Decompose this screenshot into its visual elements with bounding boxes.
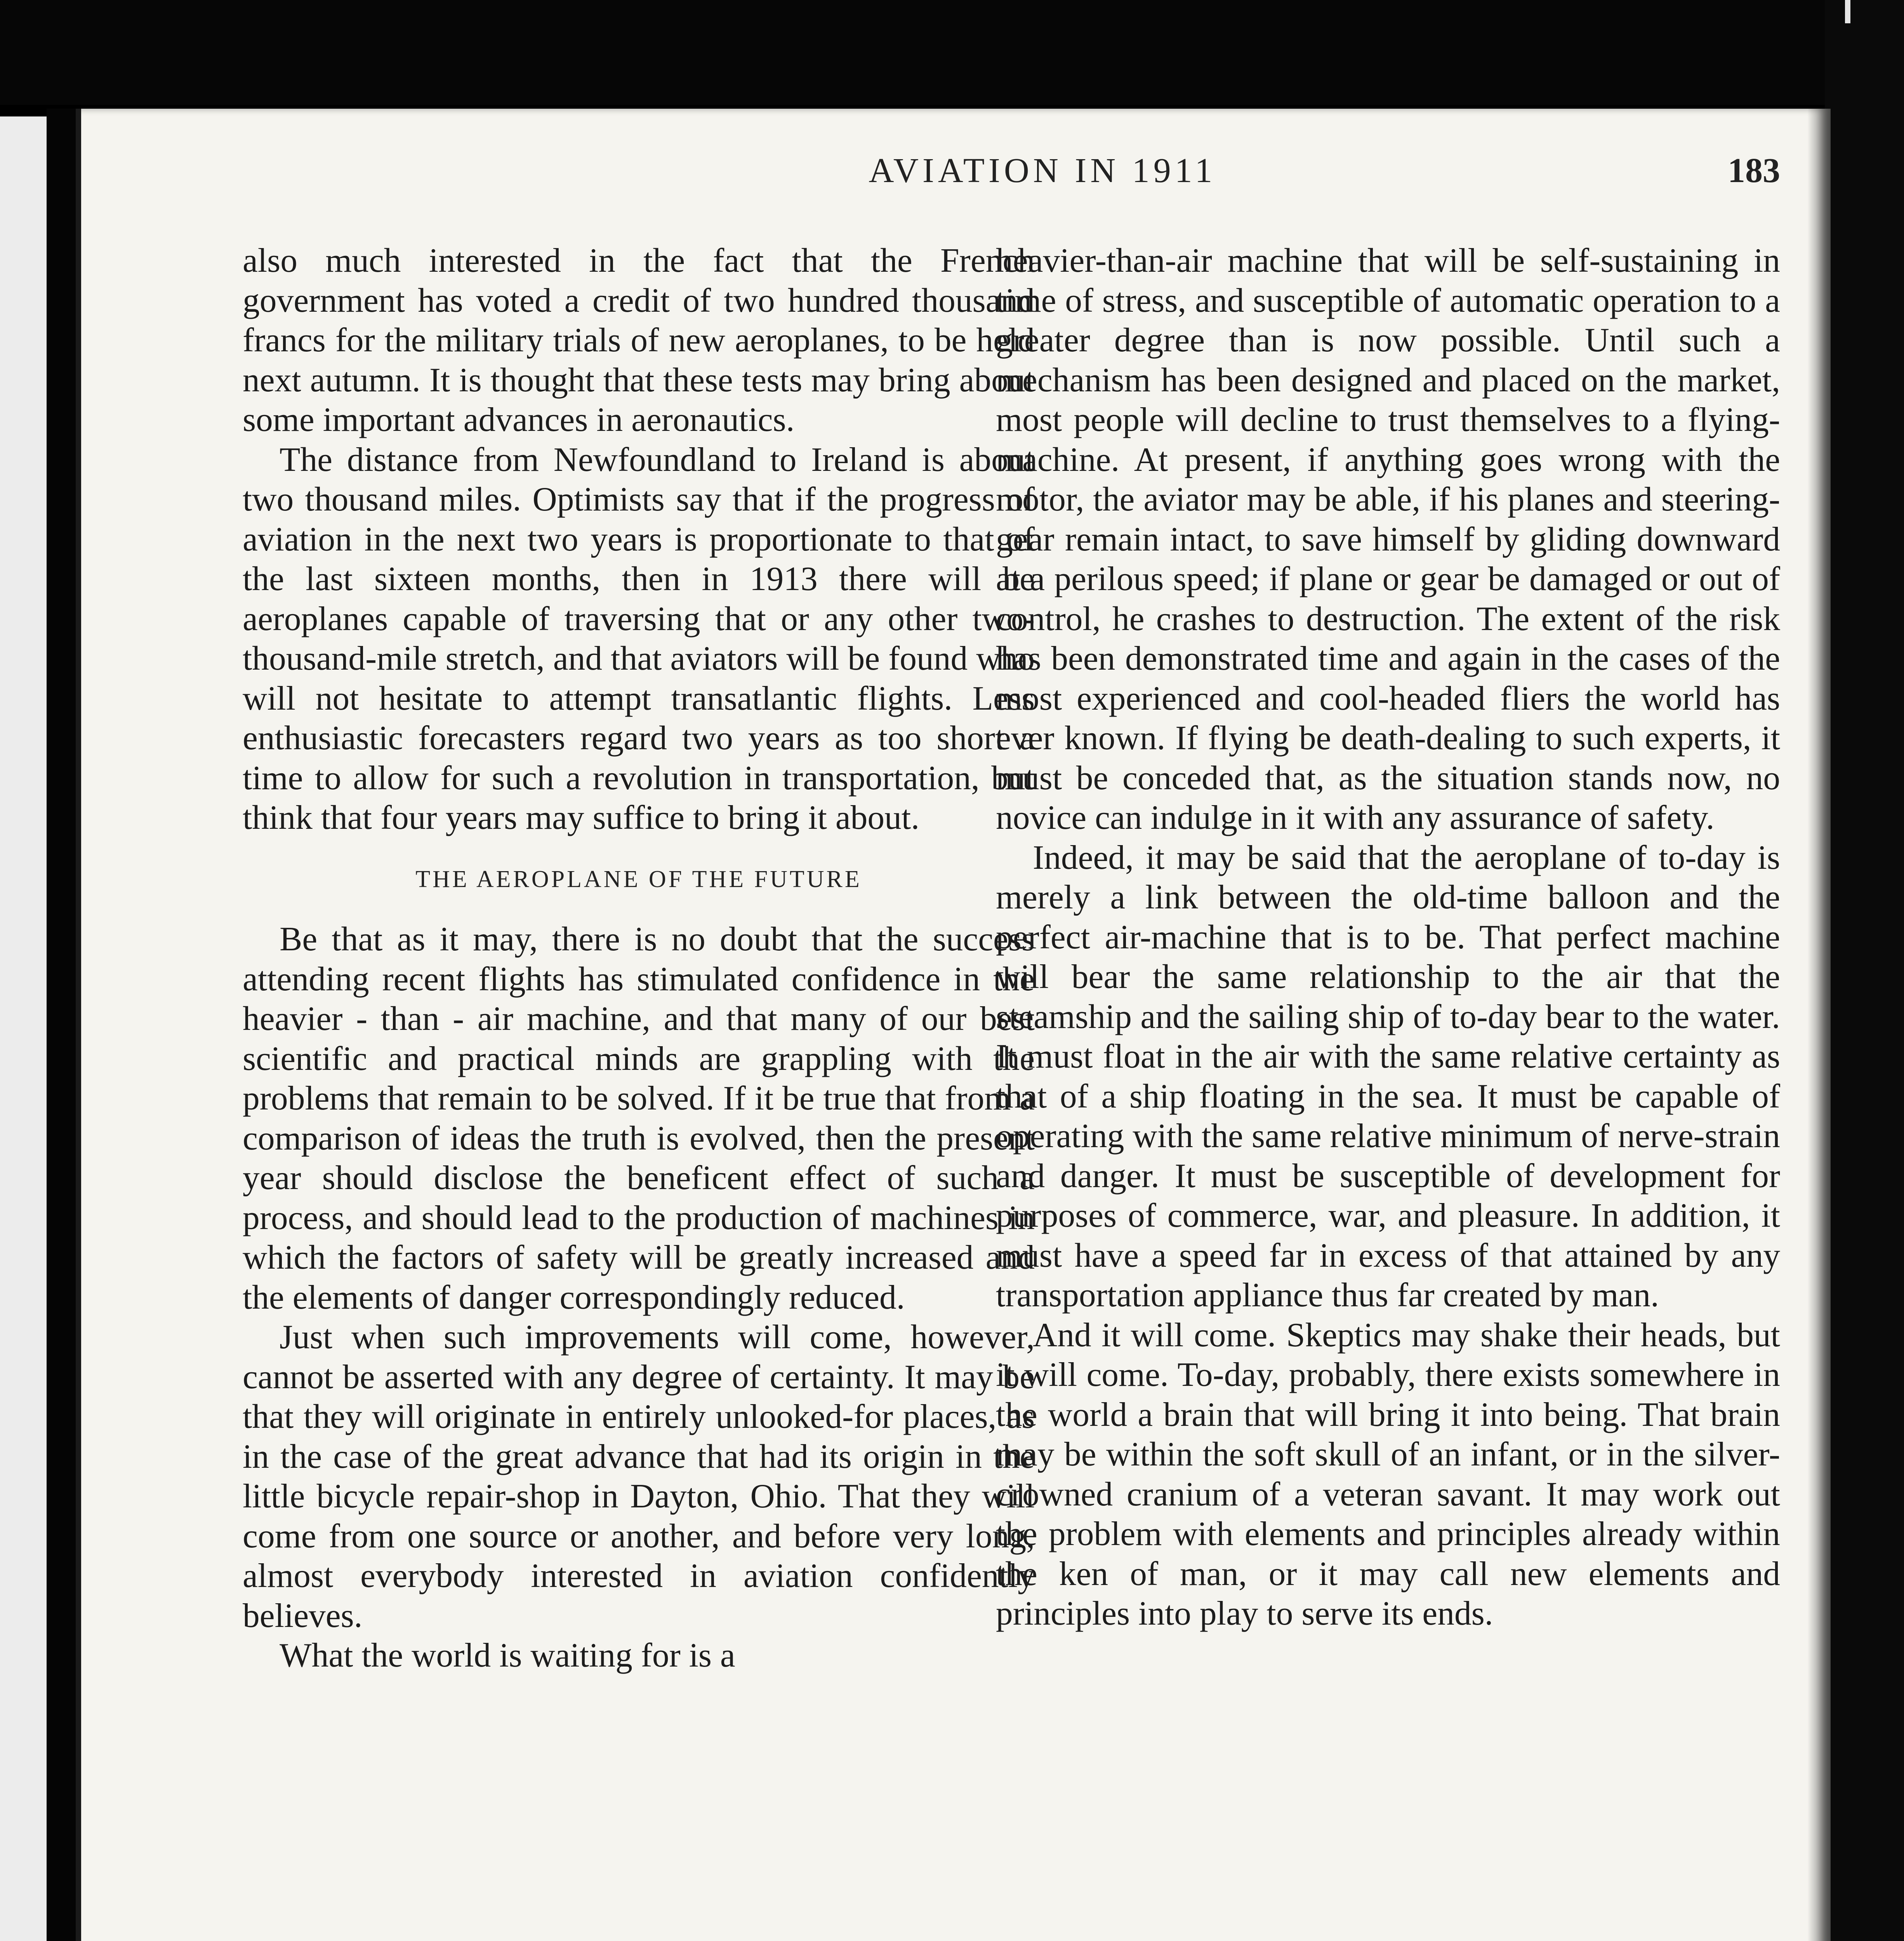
page-number: 183 — [1728, 151, 1780, 190]
paragraph: Just when such improvements will come, however, cannot be asserted with any degree of certainty. It may be that they will originate in entirely unlooked-for places, as in the case of the great advance that had its origin in the little bicycle repair-shop in Dayton, Ohio. That they will come from one source or another, and before very long, almost everybody interested in aviation confidently believes. — [243, 1318, 1035, 1634]
paragraph: Indeed, it may be said that the aeroplane of to-day is merely a link between the old-time balloon and the perfect air-machine that is to be. That perfect machine will bear the same relationship to the air that the steamship and the sailing ship of to-day bear to the water. It must float in the air with the same relative certainty as that of a ship floating in the sea. It must be capable of operating with the same relative minimum of nerve-strain and danger. It must be susceptible of development for purposes of commerce, war, and pleasure. In addition, it must have a speed far in excess of that attained by any transportation appliance thus far created by man. — [996, 838, 1780, 1314]
magazine-page — [76, 109, 1831, 1941]
left-column — [243, 241, 1035, 1675]
running-title: AVIATION IN 1911 — [869, 151, 1216, 190]
scan-border-right — [1825, 0, 1904, 1941]
paragraph: also much interested in the fact that the French government has voted a credit of two hundred thousand francs for the military trials of new aeroplanes, to be held next autumn. It is thought that these tests may bring about some important advances in aeronautics. — [243, 241, 1035, 438]
section-heading: THE AEROPLANE OF THE FUTURE — [415, 866, 862, 892]
paragraph: What the world is waiting for is a — [280, 1636, 735, 1674]
adjacent-page-edge — [0, 116, 47, 1941]
adjacent-page-corner — [1845, 0, 1850, 23]
book-gutter — [47, 109, 76, 1941]
scan-border-top — [0, 0, 1904, 105]
paragraph: The distance from Newfoundland to Ireland is about two thousand miles. Optimists say that if the progress of aviation in the next two years is proportionate to that of the last sixteen months, then in 1913 there will be aeroplanes capable of traversing that or any other two-thousand-mile stretch, and that aviators will be found who will not hesitate to attempt transatlantic flights. Less enthusiastic forecasters regard two years as too short a time to allow for such a revolution in transportation, but think that four years may suffice to bring it about. — [243, 440, 1035, 836]
paragraph: heavier-than-air machine that will be self-sustaining in time of stress, and susceptible of automatic operation to a greater degree than is now possible. Until such a mechanism has been designed and placed on the market, most people will decline to trust themselves to a flying-machine. At present, if anything goes wrong with the motor, the aviator may be able, if his planes and steering-gear remain intact, to save himself by gliding downward at a perilous speed; if plane or gear be damaged or out of control, he crashes to destruction. The extent of the risk has been demonstrated time and again in the cases of the most experienced and cool-headed fliers the world has ever known. If flying be death-dealing to such experts, it must be conceded that, as the situation stands now, no novice can indulge in it with any assurance of safety. — [996, 241, 1780, 836]
paragraph: Be that as it may, there is no doubt that the success attending recent flights has stimulated confidence in the heavier - than - air machine, and that many of our best scientific and practical minds are grappling with the problems that remain to be solved. If it be true that from a comparison of ideas the truth is evolved, then the present year should disclose the beneficent effect of such a process, and should lead to the production of machines in which the factors of safety will be greatly increased and the elements of danger correspondingly reduced. — [243, 920, 1035, 1316]
paragraph: And it will come. Skeptics may shake their heads, but it will come. To-day, probably, there exists somewhere in the world a brain that will bring it into being. That brain may be within the soft skull of an infant, or in the silver-crowned cranium of a veteran savant. It may work out the problem with elements and principles already within the ken of man, or it may call new elements and principles into play to serve its ends. — [996, 1316, 1780, 1632]
right-column — [996, 241, 1780, 1634]
